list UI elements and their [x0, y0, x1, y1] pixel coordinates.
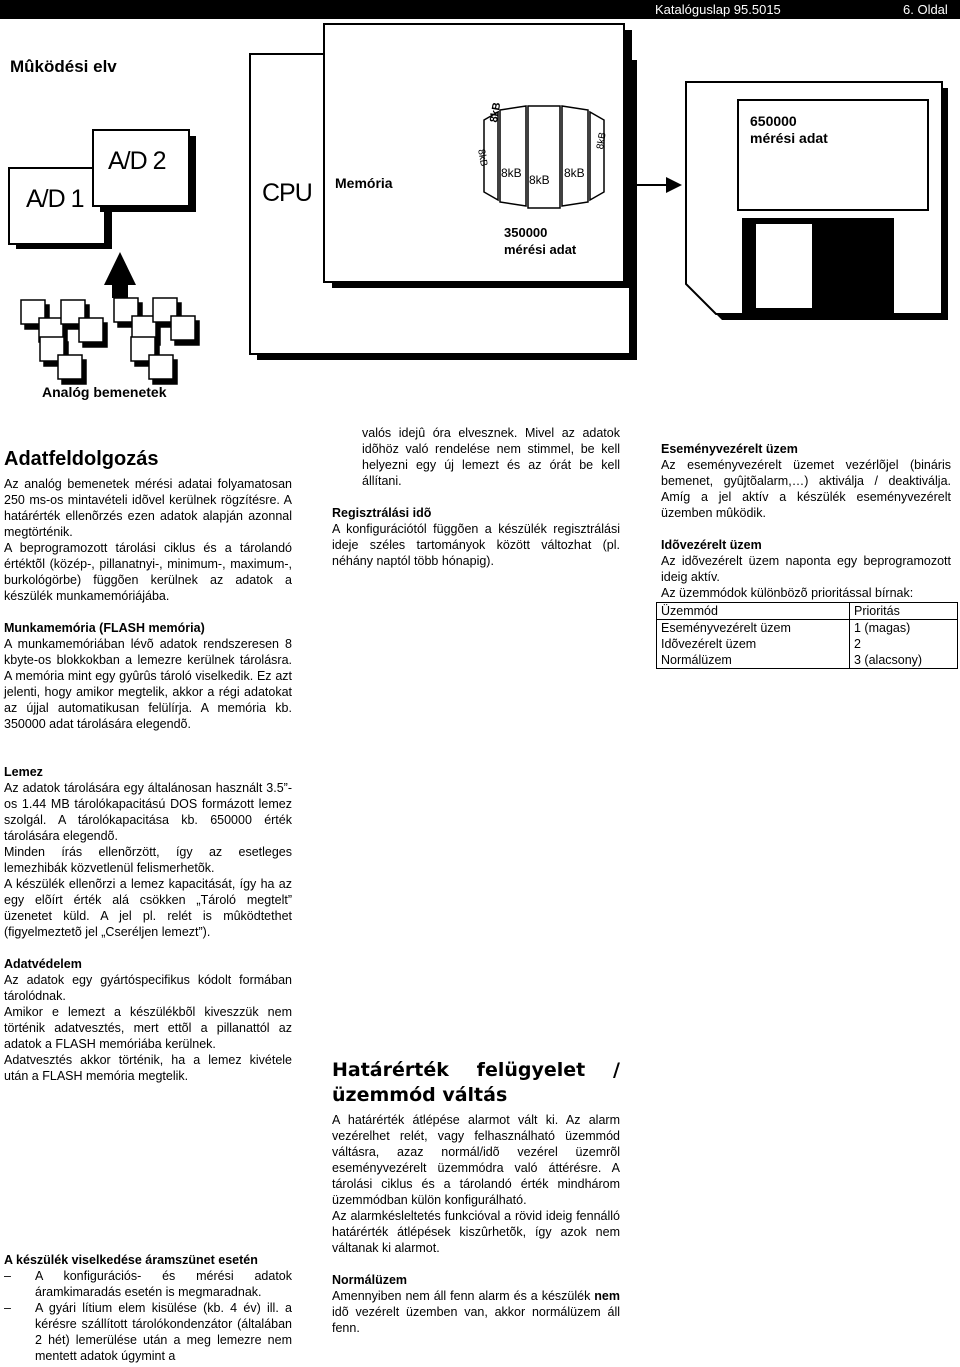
memory-block [528, 106, 560, 208]
input-square [171, 316, 195, 340]
munkamemoria-body: A munkamemóriában lévõ adatok rendszeresen 8 kbyte-os blokkokban a lemezre kerülnek tárolásra. A memória mint egy gyûrûs tároló viselkedik. Ez azt jelenti, hogy amikor megtelik, akkor a régi adatokat az újjal automatikusan felülírja. A memória kb. 350000 adat tárolására elegendõ. [4, 637, 292, 731]
working-principle-diagram [0, 20, 960, 410]
adatvedelem-p3: Adatvesztés akkor történik, ha a lemez kivétele után a FLASH memória megtelik. [4, 1053, 292, 1083]
block-label: 8kB [475, 148, 490, 168]
block-label: 8kB [564, 166, 585, 180]
table-header-row [657, 603, 958, 620]
regisztralasi-title: Regisztrálási idõ [332, 506, 432, 520]
table-header-cell: Prioritás [850, 603, 958, 620]
event-mode-body: Az eseményvezérelt üzemet vezérlõjel (bináris bemenet, gyûjtõalarm,…) aktiválja / deaktiválja. Amíg a jel aktív a készülék eseményvezérelt üzemben mûködik. [661, 458, 951, 520]
memory-data-unit: mérési adat [504, 242, 577, 257]
munkamemoria-title: Munkamemória (FLASH memória) [4, 621, 205, 635]
block-label: 8kB [529, 173, 550, 187]
lemez-p3: A készülék ellenõrzi a lemez kapacitását, így ha az egy elõírt érték alá csökken „Tároló megtelt” üzenetet küld. A jel pl. relét is mûködtethet (figyelmeztetõ jel „Cseréljen lemezt”). [4, 877, 292, 939]
regisztralasi-body: A konfigurációtól függõen a készülék regisztrálási ideje széles tartományok között változhat (pl. néhány naptól több hónapig). [332, 522, 620, 568]
catalog-number: Katalóguslap 95.5015 [655, 2, 781, 17]
table-cell: Normálüzem [657, 652, 850, 669]
hatarertek-p2: Az alarmkésleltetés funkcióval a rövid ideig fennálló határérték átlépések kiszûrhetõk, így azok nem váltanak ki alarmot. [332, 1209, 620, 1255]
block-label: 8kB [594, 131, 609, 151]
time-mode-body: Az idõvezérelt üzem naponta egy beprogramozott ideig aktív. [661, 554, 951, 584]
table-row [657, 652, 958, 669]
page-title: Mûködési elv [10, 57, 117, 76]
input-square [79, 318, 103, 342]
event-mode-title: Eseményvezérelt üzem [661, 442, 798, 456]
lemez-p1: Az adatok tárolására egy általánosan használt 3.5”-os 1.44 MB tárolókapacitású DOS formázott lemez szolgál. A tárolókapacitása kb. 650000 érték tárolására elegendõ. [4, 781, 292, 843]
memory-block [562, 106, 588, 206]
up-arrow [104, 252, 136, 298]
aramszunet-list [4, 1268, 292, 1364]
memory-block [590, 112, 604, 200]
hatarertek-p1: A határérték átlépése alarmot vált ki. Az alarm vezérelhet relét, vagy felhasználható üzemmód váltásra, azaz normál/idõ vezérel üzemrõl eseményvezérelt üzemmódra való áttérésre. A tárolási ciklus és a tárolandó érték mindhárom üzemmódban külön konfigurálható. [332, 1113, 620, 1207]
ad1-label: A/D 1 [26, 185, 84, 213]
input-square [149, 355, 173, 379]
list-item: – A konfigurációs- és mérési adatok áramkimaradás esetén is megmaradnak. [4, 1268, 292, 1300]
priority-intro: Az üzemmódok különbözõ prioritással bírnak: [661, 586, 914, 600]
adatfeldolgozas-p2: A beprogramozott tárolási ciklus és a tárolandó értéktõl (közép-, pillanatnyi-, minimum-, maximum-, burkológörbe) függõen kerülnek az adatok a készülék munkamemóriájába. [4, 541, 292, 603]
power-outage-section [4, 1252, 292, 1364]
hatarertek-title: Határérték felügyelet / üzemmód váltás [332, 1059, 620, 1106]
adatvedelem-p1: Az adatok egy gyártóspecifikus kódolt formában tárolódnak. [4, 973, 292, 1003]
disk-data-count: 650000 [750, 113, 797, 129]
table-cell: Eseményvezérelt üzem [657, 620, 850, 637]
adatfeldolgozas-p1: Az analóg bemenetek mérési adatai folyamatosan 250 ms-os mintavételi idõvel kerülnek rögzítésre. A határérték ellenõrzés ezen adatok alapján azonnal megtörténik. [4, 477, 292, 539]
memory-label: Memória [335, 175, 393, 191]
normaluzem-text-pre: Amennyiben nem áll fenn alarm és a készülék [332, 1289, 595, 1303]
aramszunet-title: A készülék viselkedése áramszünet esetén [4, 1253, 258, 1267]
left-column [4, 446, 292, 1084]
disk-data-unit: mérési adat [750, 130, 828, 146]
adatvedelem-p2: Amikor e lemezt a készülékbõl kiveszzük nem történik adatvesztés, mert ettõl a pillanattól az adatok a FLASH memóriába kerülnek. [4, 1005, 292, 1051]
registration-section [332, 505, 620, 569]
memory-ring [484, 106, 604, 208]
analog-input-squares [21, 298, 199, 384]
table-cell: 2 [850, 636, 958, 652]
normaluzem-body [332, 1288, 620, 1336]
normaluzem-text-bold: nem [594, 1289, 620, 1303]
memory-block [500, 106, 526, 206]
analog-inputs-label: Analóg bemenetek [42, 384, 167, 400]
time-mode-title: Idõvezérelt üzem [661, 538, 762, 552]
table-row [657, 620, 958, 637]
right-column [661, 441, 951, 601]
table-cell: Idõvezérelt üzem [657, 636, 850, 652]
block-label: 8kB [501, 166, 522, 180]
lemez-title: Lemez [4, 765, 43, 779]
priority-table [656, 602, 958, 669]
lemez-p2: Minden írás ellenõrzött, így az esetleges lemezhibák közvetlenül felismerhetõk. [4, 845, 292, 875]
normaluzem-title: Normálüzem [332, 1273, 408, 1287]
cpu-label: CPU [262, 179, 312, 207]
floppy-shutter-window [756, 224, 812, 308]
power-outage-continuation: valós idejû óra elvesznek. Mivel az adatok idõhöz való rendelése nem stimmel, be kell helyezni egy új lemezt és az órát be kell állítani. [362, 426, 620, 488]
limit-section [332, 1058, 620, 1336]
adatfeldolgozas-title: Adatfeldolgozás [4, 448, 159, 470]
table-header-cell: Üzemmód [657, 603, 850, 620]
normaluzem-text-post: idõ vezérelt üzemben van, akkor normálüzem áll fenn. [332, 1305, 620, 1335]
table-cell: 1 (magas) [850, 620, 958, 637]
memory-data-count: 350000 [504, 225, 548, 240]
middle-column-top [362, 425, 620, 489]
page-number: 6. Oldal [903, 2, 948, 17]
table-cell: 3 (alacsony) [850, 652, 958, 669]
table-row [657, 636, 958, 652]
header-bar [0, 0, 960, 19]
adatvedelem-title: Adatvédelem [4, 957, 82, 971]
list-item: – A gyári lítium elem kisülése (kb. 4 év) ill. a kérésre szállított tárolókondenzátor (általában 2 hét) lemerülése után a meg lemezre nem mentett adatok úgymint a [4, 1300, 292, 1364]
input-square [58, 355, 82, 379]
ad2-label: A/D 2 [108, 147, 166, 175]
